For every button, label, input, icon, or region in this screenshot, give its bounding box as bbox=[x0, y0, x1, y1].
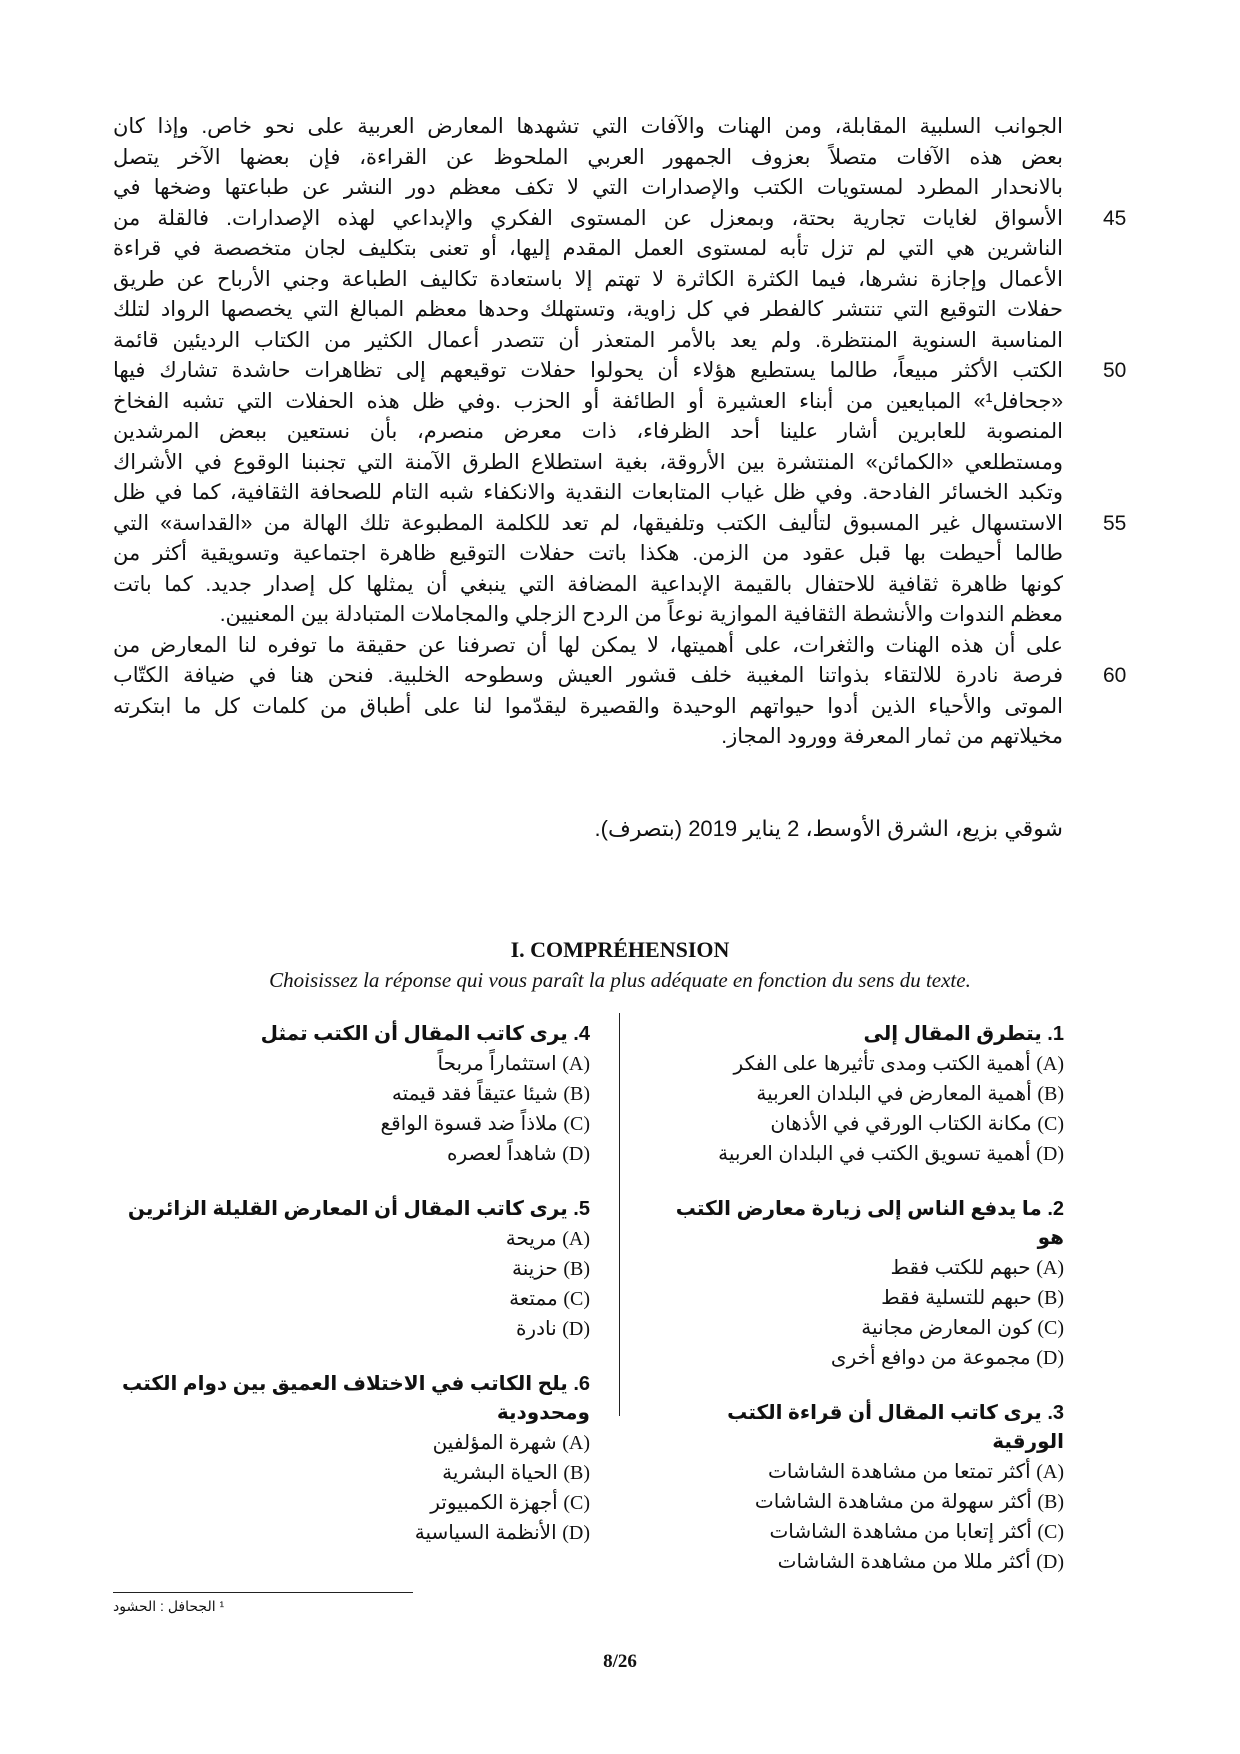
question-block bbox=[660, 1195, 1064, 1373]
line-text: المنصوبة للعابرين أشار علينا أحد الظرفاء، ذات معرض منصرم، بأن نستعين ببعض المرشدين bbox=[113, 420, 1063, 443]
option-label: (D) bbox=[1036, 1551, 1064, 1573]
answer-option[interactable] bbox=[120, 1458, 590, 1488]
option-label: (D) bbox=[562, 1318, 590, 1340]
section-instruction: Choisissez la réponse qui vous paraît la plus adéquate en fonction du sens du texte. bbox=[269, 968, 971, 992]
option-text: أكثر سهولة من مشاهدة الشاشات bbox=[754, 1491, 1032, 1513]
option-text: أجهزة الكمبيوتر bbox=[430, 1492, 558, 1514]
question-title: 4. يرى كاتب المقال أن الكتب تمثل bbox=[260, 1023, 590, 1045]
option-text: استثماراً مربحاً bbox=[437, 1053, 557, 1075]
line-text: ومستطلعي «الكمائن» المنتشرة بين الأروقة، بغية استطلاع الطرق الآمنة التي تجنبنا الوقوع في الأشراك bbox=[113, 450, 1063, 474]
answer-option[interactable] bbox=[660, 1547, 1064, 1577]
passage-line bbox=[113, 265, 1063, 296]
option-label: (C) bbox=[563, 1288, 590, 1310]
answer-option[interactable] bbox=[120, 1109, 590, 1139]
option-text: حزينة bbox=[512, 1258, 558, 1280]
option-text: شيئا عتيقاً فقد قيمته bbox=[391, 1083, 558, 1105]
questions-left-column bbox=[120, 1020, 590, 1574]
line-text: على أن هذه الهنات والثغرات، على أهميتها، لا يمكن لها أن تصرفنا عن حقيقة ما توفره لنا المعارض من bbox=[113, 633, 1063, 657]
answer-option[interactable] bbox=[120, 1139, 590, 1169]
answer-option[interactable] bbox=[120, 1518, 590, 1548]
questions-right-column bbox=[660, 1020, 1064, 1603]
option-label: (B) bbox=[1037, 1287, 1064, 1309]
passage-line bbox=[113, 112, 1063, 143]
answer-option[interactable] bbox=[120, 1049, 590, 1079]
option-text: نادرة bbox=[515, 1318, 557, 1340]
answer-option[interactable] bbox=[120, 1254, 590, 1284]
option-label: (A) bbox=[1036, 1257, 1064, 1279]
line-text: الموتى والأحياء الذين أدوا حيواتهم الوحيدة والقصيرة ليقدّموا لنا على أطباق من كلمات كل ما ابتكرته bbox=[113, 694, 1063, 718]
answer-option[interactable] bbox=[660, 1109, 1064, 1139]
passage-line bbox=[113, 570, 1063, 601]
line-text: بعض هذه الآفات متصلاً بعزوف الجمهور العربي الملحوظ عن القراءة، فإن بعضها الآخر يتصل bbox=[113, 145, 1063, 169]
answer-option[interactable] bbox=[660, 1283, 1064, 1313]
passage-line bbox=[113, 631, 1063, 662]
option-label: (B) bbox=[1037, 1083, 1064, 1105]
passage-line bbox=[113, 722, 1063, 753]
line-text: الناشرين هي التي لم تزل تأبه لمستوى العمل المقدم إليها، أو تعنى بتكليف لجان متخصصة في قراءة bbox=[113, 237, 1063, 260]
line-text: طالما أحيطت بها قبل عقود من الزمن. هكذا باتت حفلات التوقيع ظاهرة اجتماعية وتسويقية أكثر من bbox=[113, 542, 1063, 565]
line-number: 55 bbox=[1103, 511, 1127, 535]
line-number: 60 bbox=[1103, 664, 1127, 687]
line-text: معظم الندوات والأنشطة الثقافية الموازية نوعاً من الردح الزجلي والمجاملات المتبادلة بين المعنيين. bbox=[219, 603, 1063, 626]
passage-line bbox=[113, 204, 1127, 235]
answer-option[interactable] bbox=[120, 1224, 590, 1254]
passage-text bbox=[113, 112, 1127, 753]
footnote-divider bbox=[113, 1592, 413, 1593]
question-block bbox=[120, 1370, 590, 1548]
option-label: (C) bbox=[563, 1492, 590, 1514]
line-text: المناسبة السنوية المنتظرة. ولم يعد بالأمر المتعذر أن تتصدر أعمال الكثير من الكتاب الرديئين قائمة bbox=[113, 328, 1063, 352]
option-text: أكثر تمتعا من مشاهدة الشاشات bbox=[767, 1461, 1031, 1483]
option-text: الحياة البشرية bbox=[442, 1462, 558, 1484]
answer-option[interactable] bbox=[660, 1079, 1064, 1109]
option-text: أكثر إتعابا من مشاهدة الشاشات bbox=[769, 1521, 1032, 1543]
question-title: 1. يتطرق المقال إلى bbox=[863, 1023, 1064, 1045]
option-label: (A) bbox=[1036, 1461, 1064, 1483]
option-label: (B) bbox=[1037, 1491, 1064, 1513]
answer-option[interactable] bbox=[660, 1517, 1064, 1547]
passage-source: شوقي بزيع، الشرق الأوسط، 2 يناير 2019 (بتصرف). bbox=[594, 816, 1063, 841]
line-text: فرصة نادرة للالتقاء بذواتنا المغيبة خلف قشور العيش وسطوحه الخلبية. فنحن هنا في ضيافة الكتّاب bbox=[113, 664, 1063, 687]
answer-option[interactable] bbox=[120, 1428, 590, 1458]
option-label: (D) bbox=[1036, 1143, 1064, 1165]
option-text: شاهداً لعصره bbox=[447, 1143, 557, 1165]
passage-line bbox=[113, 356, 1127, 387]
question-block bbox=[660, 1399, 1064, 1577]
answer-option[interactable] bbox=[660, 1049, 1064, 1079]
answer-option[interactable] bbox=[660, 1253, 1064, 1283]
question-title: 6. يلح الكاتب في الاختلاف العميق بين دوام الكتب ومحدودية bbox=[122, 1373, 590, 1424]
option-text: الأنظمة السياسية bbox=[414, 1522, 557, 1544]
option-text: كون المعارض مجانية bbox=[861, 1317, 1032, 1339]
option-label: (D) bbox=[562, 1522, 590, 1544]
answer-option[interactable] bbox=[120, 1314, 590, 1344]
option-label: (A) bbox=[562, 1228, 590, 1250]
page-number: 8/26 bbox=[603, 1651, 637, 1672]
section-title: I. COMPRÉHENSION bbox=[510, 937, 730, 962]
passage-line bbox=[113, 417, 1063, 448]
option-text: ممتعة bbox=[509, 1288, 558, 1310]
passage-line bbox=[113, 509, 1127, 540]
answer-option[interactable] bbox=[660, 1343, 1064, 1373]
passage-line bbox=[113, 600, 1063, 631]
question-block bbox=[660, 1020, 1064, 1169]
option-label: (D) bbox=[562, 1143, 590, 1165]
passage-line bbox=[113, 295, 1063, 326]
column-divider bbox=[619, 1013, 620, 1416]
option-label: (A) bbox=[562, 1053, 590, 1075]
line-text: الاستسهال غير المسبوق لتأليف الكتب وتلفيقها، لم تعد للكلمة المطبوعة تلك الهالة من «القداسة» التي bbox=[113, 511, 1063, 535]
answer-option[interactable] bbox=[660, 1457, 1064, 1487]
option-label: (C) bbox=[1037, 1113, 1064, 1135]
footnote: ¹ الجحافل : الحشود bbox=[113, 1598, 225, 1614]
passage-line bbox=[113, 387, 1063, 418]
line-number: 50 bbox=[1103, 359, 1127, 382]
line-text: الأسواق لغايات تجارية بحتة، وبمعزل عن المستوى الفكري والإبداعي لهذه الإصدارات. فالقلة من bbox=[113, 206, 1063, 230]
option-label: (C) bbox=[1037, 1521, 1064, 1543]
option-text: ملاذاً ضد قسوة الواقع bbox=[380, 1113, 558, 1135]
option-text: أهمية تسويق الكتب في البلدان العربية bbox=[718, 1143, 1031, 1165]
option-text: شهرة المؤلفين bbox=[432, 1432, 557, 1454]
option-label: (B) bbox=[563, 1083, 590, 1105]
passage-line bbox=[113, 234, 1063, 265]
option-text: أهمية المعارض في البلدان العربية bbox=[756, 1083, 1032, 1105]
line-text: مخيلاتهم من ثمار المعرفة وورود المجاز. bbox=[721, 725, 1063, 748]
option-label: (A) bbox=[1036, 1053, 1064, 1075]
answer-option[interactable] bbox=[120, 1488, 590, 1518]
question-title: 2. ما يدفع الناس إلى زيارة معارض الكتب هو bbox=[675, 1198, 1064, 1249]
option-text: مريحة bbox=[505, 1228, 557, 1250]
option-label: (C) bbox=[1037, 1317, 1064, 1339]
line-text: كونها ظاهرة ثقافية للاحتفال بالقيمة الإبداعية المضافة التي ينبغي أن يمثلها كل إصدار جديد. كما باتت bbox=[113, 572, 1063, 596]
line-number: 45 bbox=[1103, 206, 1127, 230]
passage-line bbox=[113, 143, 1063, 174]
passage-line bbox=[113, 478, 1063, 509]
option-text: مجموعة من دوافع أخرى bbox=[830, 1347, 1031, 1369]
answer-option[interactable] bbox=[120, 1079, 590, 1109]
option-text: أهمية الكتب ومدى تأثيرها على الفكر bbox=[733, 1053, 1031, 1075]
question-title: 3. يرى كاتب المقال أن قراءة الكتب الورقية bbox=[727, 1402, 1064, 1453]
option-label: (B) bbox=[563, 1258, 590, 1280]
question-block bbox=[120, 1195, 590, 1344]
line-text: وتكبد الخسائر الفادحة. وفي ظل غياب المتابعات النقدية والانكفاء شبه التام للصحافة الثقافية، كما في ظل bbox=[113, 481, 1063, 504]
option-text: حبهم للتسلية فقط bbox=[881, 1287, 1032, 1309]
line-text: حفلات التوقيع التي تنتشر كالفطر في كل زاوية، وتستهلك وحدها معظم المبالغ التي يخصصها الرواد لتلك bbox=[113, 298, 1063, 321]
answer-option[interactable] bbox=[120, 1284, 590, 1314]
passage-line bbox=[113, 539, 1063, 570]
answer-option[interactable] bbox=[660, 1313, 1064, 1343]
option-text: أكثر مللا من مشاهدة الشاشات bbox=[777, 1551, 1031, 1573]
answer-option[interactable] bbox=[660, 1487, 1064, 1517]
line-text: الأعمال وإجازة نشرها، فيما الكثرة الكاثرة لا تهتم إلا باستعادة تكاليف الطباعة وجني الأرباح عن طريق bbox=[113, 267, 1063, 291]
passage-line bbox=[113, 661, 1127, 692]
line-text: الجوانب السلبية المقابلة، ومن الهنات والآفات التي تشهدها المعارض العربية على نحو خاص. وإذا كان bbox=[113, 115, 1063, 138]
line-text: بالانحدار المطرد لمستويات الكتب والإصدارات التي لا تكف معظم دور النشر عن طباعتها وضخها في bbox=[113, 176, 1063, 199]
passage-line bbox=[113, 326, 1063, 357]
passage-line bbox=[113, 173, 1063, 204]
option-label: (D) bbox=[1036, 1347, 1064, 1369]
option-text: مكانة الكتاب الورقي في الأذهان bbox=[770, 1113, 1032, 1135]
question-block bbox=[120, 1020, 590, 1169]
line-text: الكتب الأكثر مبيعاً، طالما يستطيع هؤلاء أن يحولوا حفلات توقيعهم إلى تظاهرات حاشدة تشارك فيها bbox=[113, 359, 1063, 382]
passage-line bbox=[113, 692, 1063, 723]
passage-line bbox=[113, 448, 1063, 479]
answer-option[interactable] bbox=[660, 1139, 1064, 1169]
question-title: 5. يرى كاتب المقال أن المعارض القليلة الزائرين bbox=[127, 1198, 590, 1220]
option-label: (B) bbox=[563, 1462, 590, 1484]
option-label: (A) bbox=[562, 1432, 590, 1454]
option-label: (C) bbox=[563, 1113, 590, 1135]
line-text: «جحافل¹» المبايعين من أبناء العشيرة أو الطائفة أو الحزب .وفي ظل هذه الحفلات التي تشبه الفخاخ bbox=[113, 389, 1063, 413]
option-text: حبهم للكتب فقط bbox=[890, 1257, 1031, 1279]
